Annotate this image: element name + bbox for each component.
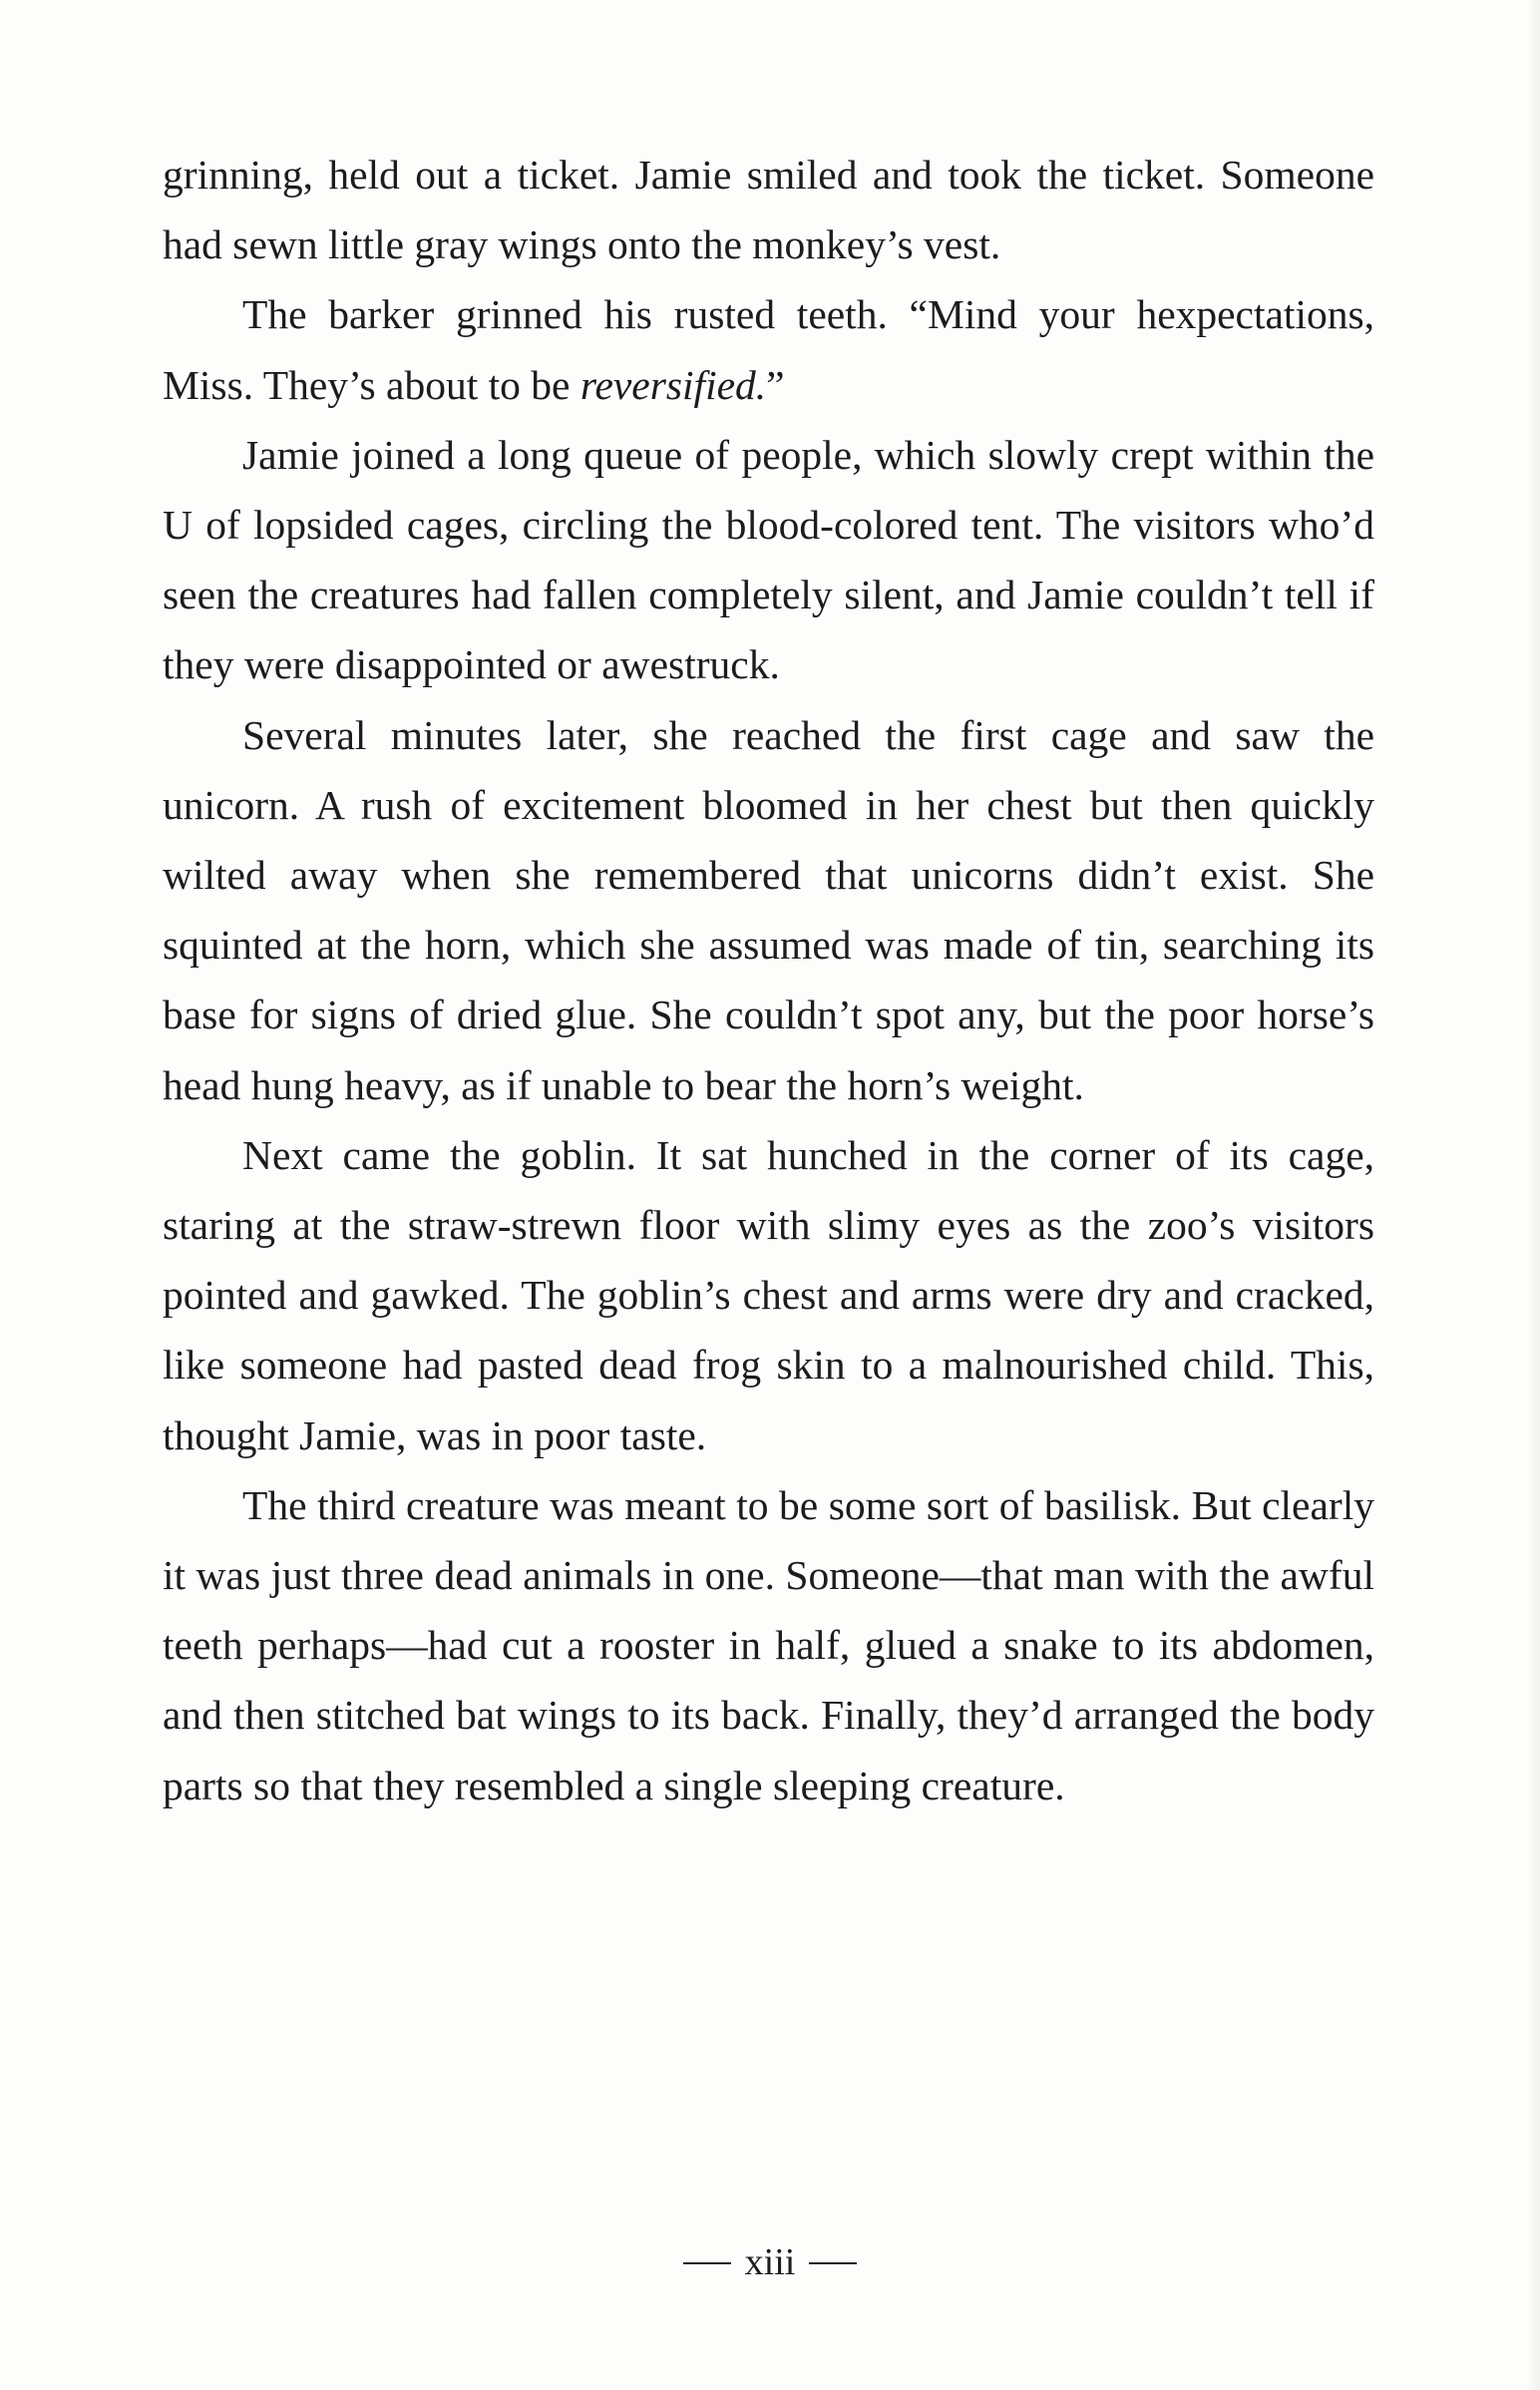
- body-text: [163, 140, 1374, 1820]
- paragraph-2: [163, 279, 1374, 419]
- paragraph-5: Next came the goblin. It sat hunched in the corner of its cage, staring at the straw-strewn floor with slimy eyes as the zoo’s visitors pointed and gawked. The goblin’s chest and arms were dry and cracked, like someone had pasted dead frog skin to a malnourished child. This, thought Jamie, was in poor taste.: [163, 1131, 1374, 1458]
- page-number: xiii: [744, 2241, 796, 2283]
- folio-left-rule: [683, 2262, 731, 2264]
- italic-word: reversified.: [579, 361, 767, 408]
- paragraph-1: grinning, held out a ticket. Jamie smiled and took the ticket. Someone had sewn little gray wings onto the monkey’s vest.: [163, 152, 1374, 268]
- paragraph-2-text: The barker grinned his rusted teeth. “Mind your hexpectations, Miss. They’s about to be: [163, 291, 1374, 408]
- folio-right-rule: [809, 2262, 857, 2264]
- closing-quote: ”: [766, 361, 785, 408]
- page-folio: [0, 2234, 1540, 2290]
- scan-edge-shadow: [1526, 0, 1540, 2390]
- paragraph-4: Several minutes later, she reached the first cage and saw the unicorn. A rush of excitement bloomed in her chest but then quickly wilted away when she remembered that unicorns didn’t exist. She squinted at the horn, which she assumed was made of tin, searching its base for signs of dried glue. She couldn’t spot any, but the poor horse’s head hung heavy, as if unable to bear the horn’s weight.: [163, 711, 1374, 1108]
- paragraph-6: The third creature was meant to be some sort of basilisk. But clearly it was just three dead animals in one. Someone—that man with the awful teeth perhaps—had cut a rooster in half, glued a snake to its abdomen, and then stitched bat wings to its back. Finally, they’d arranged the body parts so that they resembled a single sleeping creature.: [163, 1481, 1374, 1808]
- paragraph-3: Jamie joined a long queue of people, which slowly crept within the U of lopsided cages, circling the blood-colored tent. The visitors who’d seen the creatures had fallen completely silent, and Jamie couldn’t tell if they were disappointed or awestruck.: [163, 431, 1374, 688]
